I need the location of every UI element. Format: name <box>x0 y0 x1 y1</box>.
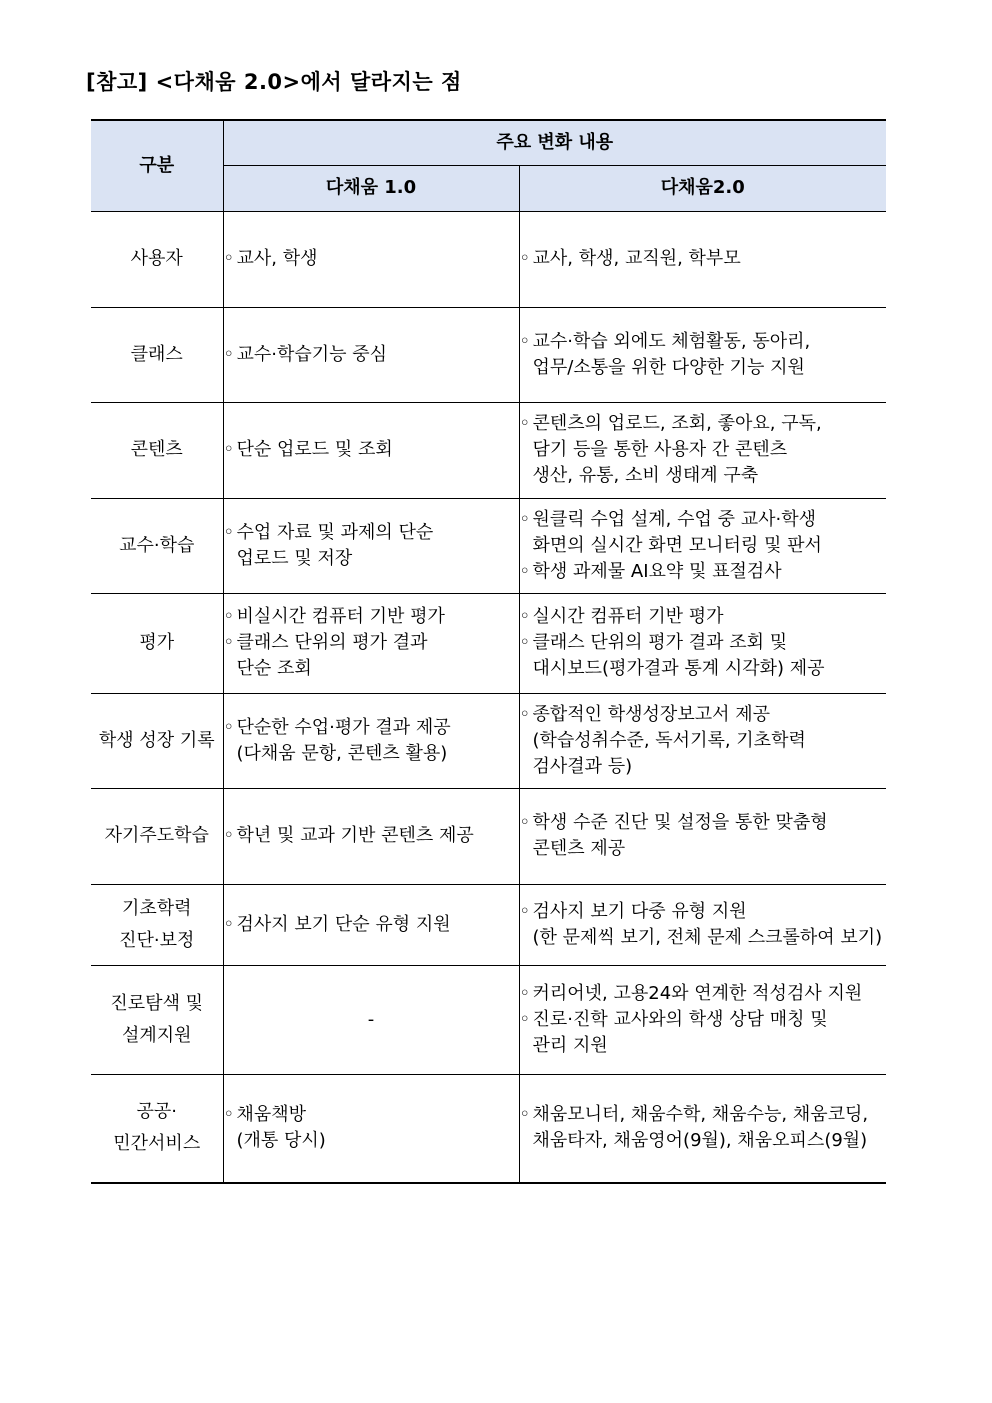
category-line: 공공· <box>136 1101 177 1123</box>
category-line: 학생 성장 기록 <box>98 729 215 751</box>
table-row <box>91 884 886 965</box>
cell-version-2 <box>519 498 886 593</box>
category-line: 콘텐츠 <box>130 439 183 460</box>
document-title: [참고] <다채움 2.0>에서 달라지는 점 <box>86 70 462 94</box>
bullet-item: ◦ 교사, 학생 <box>224 246 519 272</box>
table-row <box>91 211 886 307</box>
table-row <box>91 307 886 402</box>
bullet-item: ◦ 교수·학습 외에도 체험활동, 동아리, <box>520 329 887 355</box>
bullet-item: ◦ 학년 및 교과 기반 콘텐츠 제공 <box>224 823 519 849</box>
table-body <box>91 211 886 1183</box>
row-category <box>91 498 223 593</box>
cell-version-1 <box>223 498 519 593</box>
text-line: 담기 등을 통한 사용자 간 콘텐츠 <box>532 439 788 460</box>
category-line: 자기주도학습 <box>104 825 209 846</box>
bullet-item: ◦ 채움모니터, 채움수학, 채움수능, 채움코딩, <box>520 1102 887 1128</box>
category-line: 클래스 <box>130 343 183 365</box>
row-category <box>91 965 223 1074</box>
bullet-item: ◦ 실시간 컴퓨터 기반 평가 <box>520 604 887 630</box>
cell-version-1 <box>223 788 519 884</box>
text-line: (학습성취수준, 독서기록, 기초학력 <box>532 729 806 751</box>
table-row <box>91 498 886 593</box>
text-line: 콘텐츠 제공 <box>532 838 626 859</box>
bullet-item: ◦ 콘텐츠의 업로드, 조회, 좋아요, 구독, <box>520 411 887 437</box>
bullet-item: ◦ 클래스 단위의 평가 결과 조회 및 <box>520 630 887 656</box>
bullet-item: ◦ 교사, 학생, 교직원, 학부모 <box>520 246 887 272</box>
bullet-item: ◦ 검사지 보기 단순 유형 지원 <box>224 912 519 938</box>
bullet-item: ◦ 교수·학습기능 중심 <box>224 342 519 368</box>
text-line: 단순 조회 <box>236 658 312 679</box>
bullet-item: ◦ 학생 과제물 AI요약 및 표절검사 <box>520 559 887 585</box>
table-row <box>91 788 886 884</box>
bullet-item: ◦ 진로·진학 교사와의 학생 상담 매칭 및 <box>520 1007 887 1033</box>
cell-version-2 <box>519 965 886 1074</box>
bullet-item: ◦ 수업 자료 및 과제의 단순 <box>224 520 519 546</box>
text-line: 생산, 유통, 소비 생태계 구축 <box>532 465 759 486</box>
text-line: 대시보드(평가결과 통계 시각화) 제공 <box>532 658 825 679</box>
row-category <box>91 211 223 307</box>
text-line: 관리 지원 <box>532 1034 608 1056</box>
text-line: 검사결과 등) <box>532 755 633 777</box>
header-category: 구분 <box>91 120 223 211</box>
row-category <box>91 693 223 788</box>
text-line: - <box>367 1008 375 1030</box>
bullet-item: ◦ 종합적인 학생성장보고서 제공 <box>520 702 887 728</box>
comparison-table <box>91 119 886 1184</box>
cell-version-2 <box>519 402 886 498</box>
bullet-item: ◦ 비실시간 컴퓨터 기반 평가 <box>224 604 519 630</box>
category-line: 민간서비스 <box>113 1133 201 1155</box>
table-row <box>91 1074 886 1183</box>
cell-version-1 <box>223 211 519 307</box>
text-line: 업로드 및 저장 <box>236 547 353 569</box>
row-category <box>91 788 223 884</box>
row-category <box>91 402 223 498</box>
cell-version-1 <box>223 884 519 965</box>
cell-version-1 <box>223 693 519 788</box>
text-line: 화면의 실시간 화면 모니터링 및 판서 <box>532 534 822 556</box>
table-row <box>91 593 886 693</box>
cell-version-2 <box>519 1074 886 1183</box>
text-line: 업무/소통을 위한 다양한 기능 지원 <box>532 356 805 378</box>
category-line: 진로탐색 및 <box>110 992 204 1014</box>
table-row <box>91 693 886 788</box>
cell-version-2 <box>519 211 886 307</box>
category-line: 교수·학습 <box>119 534 195 556</box>
row-category <box>91 593 223 693</box>
cell-version-2 <box>519 788 886 884</box>
cell-version-2 <box>519 307 886 402</box>
cell-version-2 <box>519 693 886 788</box>
category-line: 진단·보정 <box>119 929 195 951</box>
bullet-item: ◦ 커리어넷, 고용24와 연계한 적성검사 지원 <box>520 981 887 1007</box>
category-line: 설계지원 <box>121 1024 192 1046</box>
header-group: 주요 변화 내용 <box>223 120 886 165</box>
header-version-2: 다채움2.0 <box>519 165 886 211</box>
cell-version-1 <box>223 1074 519 1183</box>
row-category <box>91 307 223 402</box>
row-category <box>91 1074 223 1183</box>
text-line: (한 문제씩 보기, 전체 문제 스크롤하여 보기) <box>532 926 883 948</box>
table-row <box>91 965 886 1074</box>
bullet-item: ◦ 채움책방 <box>224 1102 519 1128</box>
header-version-1: 다채움 1.0 <box>223 165 519 211</box>
text-line: (다채움 문항, 콘텐츠 활용) <box>236 742 448 764</box>
cell-version-1 <box>223 307 519 402</box>
text-line: (개통 당시) <box>236 1130 326 1152</box>
bullet-item: ◦ 학생 수준 진단 및 설정을 통한 맞춤형 <box>520 810 887 836</box>
cell-version-2 <box>519 884 886 965</box>
category-line: 평가 <box>139 632 175 653</box>
cell-version-2 <box>519 593 886 693</box>
category-line: 기초학력 <box>121 897 192 919</box>
cell-version-1 <box>223 593 519 693</box>
table-header <box>91 120 886 211</box>
bullet-item: ◦ 단순 업로드 및 조회 <box>224 437 519 463</box>
bullet-item: ◦ 검사지 보기 다중 유형 지원 <box>520 899 887 925</box>
row-category <box>91 884 223 965</box>
category-line: 사용자 <box>130 248 183 269</box>
bullet-item: ◦ 원클릭 수업 설계, 수업 중 교사·학생 <box>520 507 887 533</box>
bullet-item: ◦ 단순한 수업·평가 결과 제공 <box>224 715 519 741</box>
cell-version-1 <box>223 402 519 498</box>
cell-version-1 <box>223 965 519 1074</box>
text-line: 채움타자, 채움영어(9월), 채움오피스(9월) <box>532 1130 868 1152</box>
bullet-item: ◦ 클래스 단위의 평가 결과 <box>224 630 519 656</box>
table-row <box>91 402 886 498</box>
